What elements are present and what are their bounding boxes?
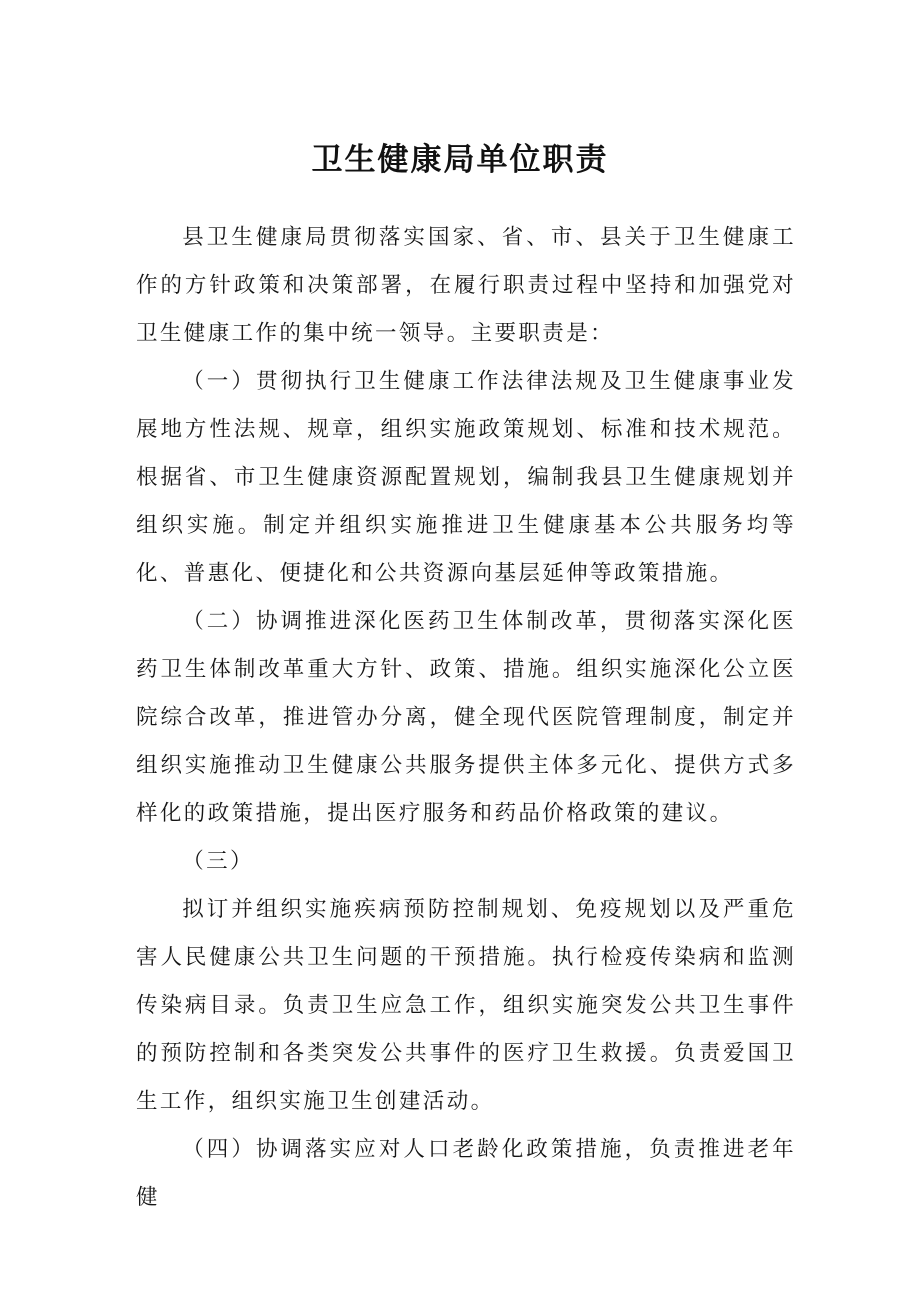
- duty-heading-3: （三）: [182, 849, 254, 874]
- duty-paragraph-4: （四）协调落实应对人口老龄化政策措施，负责推进老年健: [136, 1137, 796, 1210]
- duty-paragraph-1: （一）贯彻执行卫生健康工作法律法规及卫生健康事业发展地方性法规、规章，组织实施政策规划、标准和技术规范。根据省、市卫生健康资源配置规划，编制我县卫生健康规划并组织实施。制定并组织实施推进卫生健康基本公共服务均等化、普惠化、便捷化和公共资源向基层延伸等政策措施。: [136, 369, 796, 586]
- document-body: [136, 214, 796, 1222]
- intro-paragraph: 县卫生健康局贯彻落实国家、省、市、县关于卫生健康工作的方针政策和决策部署，在履行职责过程中坚持和加强党对卫生健康工作的集中统一领导。主要职责是：: [136, 225, 796, 346]
- duty-paragraph-2: （二）协调推进深化医药卫生体制改革，贯彻落实深化医药卫生体制改革重大方针、政策、措施。组织实施深化公立医院综合改革，推进管办分离，健全现代医院管理制度，制定并组织实施推动卫生健康公共服务提供主体多元化、提供方式多样化的政策措施，提出医疗服务和药品价格政策的建议。: [136, 609, 796, 826]
- document-title: 卫生健康局单位职责: [311, 142, 609, 178]
- duty-paragraph-3: 拟订并组织实施疾病预防控制规划、免疫规划以及严重危害人民健康公共卫生问题的干预措施。执行检疫传染病和监测传染病目录。负责卫生应急工作，组织实施突发公共卫生事件的预防控制和各类突发公共事件的医疗卫生救援。负责爱国卫生工作，组织实施卫生创建活动。: [136, 897, 796, 1114]
